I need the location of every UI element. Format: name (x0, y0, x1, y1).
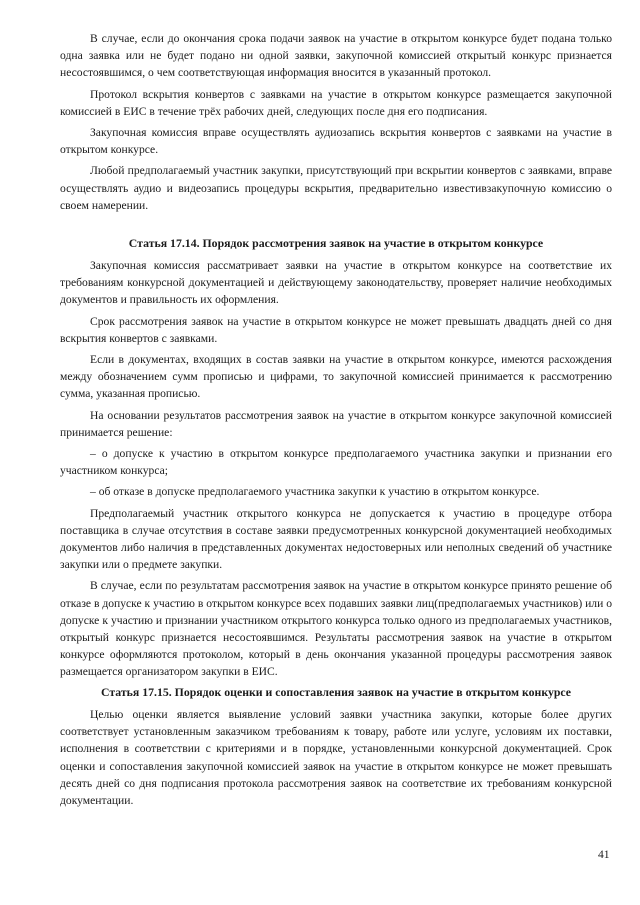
paragraph: Предполагаемый участник открытого конкурса не допускается к участию в процедуре отбора поставщика в случае отсутствия в составе заявки предусмотренных конкурсной документацией необходимых документов либо наличия в представленных документах недостоверных или неполных сведений об участнике закупки или о предмете закупки. (60, 506, 612, 572)
article-1714-title: Статья 17.14. Порядок рассмотрения заявок на участие в открытом конкурсе (128, 236, 544, 250)
paragraph: Протокол вскрытия конвертов с заявками на участие в открытом конкурсе размещается закупочной комиссией в ЕИС в течение трёх рабочих дней, следующих после дня его подписания. (60, 87, 612, 118)
article-1715-body (60, 706, 612, 809)
paragraph: Срок рассмотрения заявок на участие в открытом конкурсе не может превышать двадцать дней со дня вскрытия конвертов с заявками. (60, 314, 612, 345)
paragraph: Любой предполагаемый участник закупки, присутствующий при вскрытии конвертов с заявками, вправе осуществлять аудио и видеозапись процедуры вскрытия, предварительно известивзакупочную комиссию о своем намерении. (60, 164, 612, 212)
paragraph: В случае, если по результатам рассмотрения заявок на участие в открытом конкурсе принято решение об отказе в допуске к участию в открытом конкурсе всех подавших заявки лиц(предполагаемых участников) или о допуске к участию и признании участником открытого конкурса только одного из предполагаемых участников, открытый конкурс признается несостоявшимся. Результаты рассмотрения заявок на участие в открытом конкурсе оформляются протоколом, который в день окончания указанной процедуры рассмотрения заявок размещается организатором закупки в ЕИС. (60, 579, 612, 679)
paragraph: В случае, если до окончания срока подачи заявок на участие в открытом конкурсе будет подана только одна заявка или не будет подано ни одной заявки, закупочной комиссией открытый конкурс признается несостоявшимся, о чем соответствующая информация вносится в указанный протокол. (60, 32, 612, 80)
list-item: – об отказе в допуске предполагаемого участника закупки к участию в открытом конкурсе. (90, 485, 540, 499)
paragraph: Закупочная комиссия рассматривает заявки на участие в открытом конкурсе на соответствие их требованиям конкурсной документацией и действующему законодательству, проверяет наличие необходимых документов и правильность их оформления. (60, 259, 612, 307)
intro-section (60, 30, 612, 214)
page-number: 41 (598, 848, 610, 861)
paragraph: На основании результатов рассмотрения заявок на участие в открытом конкурсе закупочной комиссией принимается решение: (60, 408, 612, 439)
paragraph: Целью оценки является выявление условий заявки участника закупки, которые более других соответствует установленным заказчиком требованиям к товару, работе или услуге, условиям их поставки, исполнения в соответствии с критериями и в порядке, установленными конкурсной документацией. Срок оценки и сопоставления закупочной комиссией заявок на участие в открытом конкурсе не может превышать десять дней со дня подписания протокола рассмотрения заявок на соответствие их требованиям конкурсной документации. (60, 708, 612, 808)
article-1714-body (60, 257, 612, 681)
paragraph: Если в документах, входящих в состав заявки на участие в открытом конкурсе, имеются расхождения между обозначением сумм прописью и цифрами, то закупочной комиссией принимается к рассмотрению сумма, указанная прописью. (60, 353, 612, 401)
paragraph: Закупочная комиссия вправе осуществлять аудиозапись вскрытия конвертов с заявками на участие в открытом конкурсе. (60, 126, 612, 157)
article-1715-title: Статья 17.15. Порядок оценки и сопоставления заявок на участие в открытом конкурсе (100, 685, 572, 699)
list-item: – о допуске к участию в открытом конкурсе предполагаемого участника закупки и признании его участником конкурса; (60, 447, 612, 478)
